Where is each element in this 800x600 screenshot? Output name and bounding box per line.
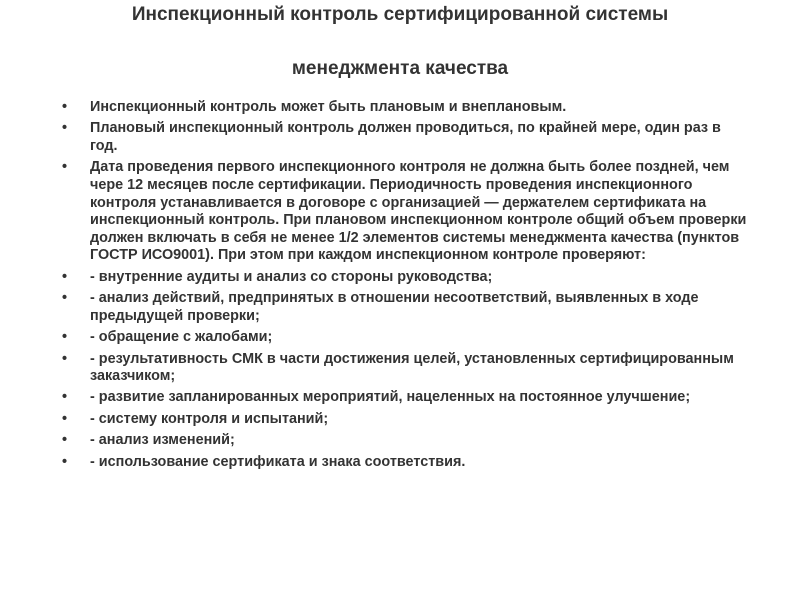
list-item-text: - анализ действий, предпринятых в отношении несоответствий, выявленных в ходе предыдущей проверки; <box>90 290 699 324</box>
list-item-text: Плановый инспекционный контроль должен проводиться, по крайней мере, один раз в год. <box>90 120 721 154</box>
bullet-list <box>62 99 752 475</box>
list-item-text: - обращение с жалобами; <box>90 329 273 346</box>
bullet-icon: • <box>62 350 68 367</box>
bullet-icon: • <box>62 99 68 115</box>
bullet-icon: • <box>62 389 68 406</box>
list-item-text: - систему контроля и испытаний; <box>90 410 329 427</box>
list-item-text: - внутренние аудиты и анализ со стороны руководства; <box>90 268 493 285</box>
bullet-icon: • <box>62 159 68 176</box>
page-title-line-2: менеджмента качества <box>291 58 509 79</box>
list-item <box>62 329 752 347</box>
list-item-text: - анализ изменений; <box>90 432 235 449</box>
bullet-icon: • <box>62 290 68 307</box>
page-title-line-1: Инспекционный контроль сертифицированной системы <box>131 4 669 25</box>
list-item-text: Инспекционный контроль может быть плановым и внеплановым. <box>90 99 567 115</box>
list-item-text: - результативность СМК в части достижения целей, установленных сертифицированным заказчиком; <box>90 350 734 385</box>
list-item-text: Дата проведения первого инспекционного контроля не должна быть более поздней, чем чере 12 месяцев после сертификации. Периодичность проведения инспекционного контроля устанавливается в договоре с организацией — держателем сертификата на инспекционный контроль. При плановом инспекционном контроле общий объем проверки должен включать в себя не менее 1/2 элементов системы менеджмента качества (пунктов ГОСТР ИСО9001). При этом при каждом инспекционном контроле проверяют: <box>90 159 747 264</box>
bullet-icon: • <box>62 453 68 470</box>
list-item <box>62 454 752 472</box>
list-item <box>62 290 752 325</box>
list-item <box>62 351 752 386</box>
list-item-text: - развитие запланированных мероприятий, нацеленных на постоянное улучшение; <box>90 389 691 406</box>
bullet-icon: • <box>62 268 68 285</box>
list-item <box>62 159 752 265</box>
bullet-icon: • <box>62 120 68 137</box>
bullet-icon: • <box>62 329 68 346</box>
list-item <box>62 120 752 155</box>
list-item <box>62 99 752 117</box>
list-item <box>62 411 752 429</box>
list-item-text: - использование сертификата и знака соответствия. <box>90 453 466 470</box>
list-item <box>62 389 752 407</box>
list-item <box>62 432 752 450</box>
bullet-icon: • <box>62 432 68 449</box>
bullet-icon: • <box>62 410 68 427</box>
list-item <box>62 269 752 287</box>
